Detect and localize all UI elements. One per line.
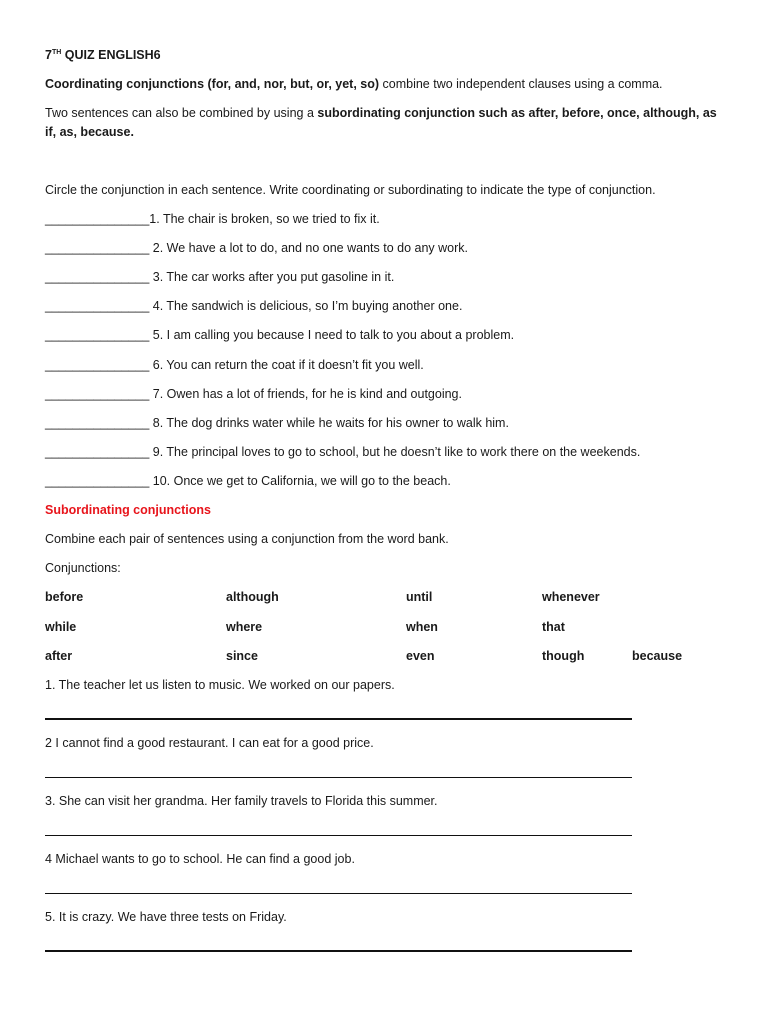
answer-line[interactable] xyxy=(45,835,632,836)
answer-blank[interactable]: _______________ xyxy=(45,415,150,430)
intro-paragraph-2: Two sentences can also be combined by using a subordinating conjunction such as after, before, once, although, as if, as, because. xyxy=(45,106,717,139)
question-text: 6. You can return the coat if it doesn’t fit you well. xyxy=(149,357,424,372)
question-text: 4. The sandwich is delicious, so I’m buying another one. xyxy=(149,299,463,314)
word-bank-item: although xyxy=(226,590,279,604)
question-text: 1. The chair is broken, so we tried to fix it. xyxy=(149,212,380,226)
answer-blank[interactable]: _______________ xyxy=(45,270,150,285)
word-bank-item: when xyxy=(406,619,438,634)
part2-heading: Subordinating conjunctions xyxy=(45,503,211,517)
question-text: 9. The principal loves to go to school, but he doesn’t like to work there on the weekends. xyxy=(149,444,641,459)
word-bank-item: before xyxy=(45,590,84,604)
question-text: 10. Once we get to California, we will go to the beach. xyxy=(149,473,451,488)
question-row xyxy=(45,270,394,284)
part2-instructions: Combine each pair of sentences using a conjunction from the word bank. xyxy=(45,532,449,546)
question-text: 7. Owen has a lot of friends, for he is kind and outgoing. xyxy=(149,386,462,401)
page-title: 7TH QUIZ ENGLISH6 xyxy=(45,48,161,62)
answer-blank[interactable]: _______________ xyxy=(45,241,150,256)
answer-blank[interactable]: _______________ xyxy=(45,473,150,488)
question-row xyxy=(45,387,462,401)
answer-blank[interactable]: _______________ xyxy=(45,328,150,343)
answer-line[interactable] xyxy=(45,893,632,894)
word-bank-item: even xyxy=(406,649,435,663)
question-text: 2. We have a lot to do, and no one wants to do any work. xyxy=(149,241,469,256)
question-row xyxy=(45,416,509,430)
answer-blank[interactable]: _______________ xyxy=(45,386,150,401)
word-bank-item: because xyxy=(632,649,683,663)
word-bank-item: whenever xyxy=(542,590,600,604)
question-row xyxy=(45,445,640,459)
answer-line[interactable] xyxy=(45,950,632,952)
question-text: 3. The car works after you put gasoline in it. xyxy=(149,270,395,285)
combine-question: 4 Michael wants to go to school. He can find a good job. xyxy=(45,852,355,866)
answer-blank[interactable]: _______________ xyxy=(45,299,150,314)
answer-blank[interactable]: _______________ xyxy=(45,212,150,226)
question-text: 8. The dog drinks water while he waits for his owner to walk him. xyxy=(149,415,509,430)
question-row xyxy=(45,358,424,372)
question-row xyxy=(45,299,462,313)
word-bank-item: until xyxy=(406,590,433,604)
answer-line[interactable] xyxy=(45,777,632,778)
question-row xyxy=(45,474,451,488)
word-bank-item: though xyxy=(542,649,585,663)
word-bank-item: that xyxy=(542,619,565,634)
word-bank-item: after xyxy=(45,649,73,663)
word-bank-item: where xyxy=(226,619,263,634)
combine-question: 2 I cannot find a good restaurant. I can eat for a good price. xyxy=(45,736,374,750)
answer-blank[interactable]: _______________ xyxy=(45,357,150,372)
word-bank-label: Conjunctions: xyxy=(45,561,121,575)
intro-paragraph-1: Coordinating conjunctions (for, and, nor, but, or, yet, so) combine two independent clauses using a comma. xyxy=(45,77,663,91)
answer-blank[interactable]: _______________ xyxy=(45,444,150,459)
word-bank-item: since xyxy=(226,649,258,663)
question-text: 5. I am calling you because I need to talk to you about a problem. xyxy=(149,328,515,343)
question-row xyxy=(45,241,468,255)
answer-line[interactable] xyxy=(45,718,632,720)
combine-question: 5. It is crazy. We have three tests on Friday. xyxy=(45,910,287,924)
combine-question: 3. She can visit her grandma. Her family travels to Florida this summer. xyxy=(45,794,438,808)
part1-instructions: Circle the conjunction in each sentence. Write coordinating or subordinating to indicate the type of conjunction. xyxy=(45,183,656,197)
question-row xyxy=(45,212,380,226)
question-row xyxy=(45,328,514,342)
word-bank-item: while xyxy=(45,619,77,634)
combine-question: 1. The teacher let us listen to music. We worked on our papers. xyxy=(45,678,395,692)
